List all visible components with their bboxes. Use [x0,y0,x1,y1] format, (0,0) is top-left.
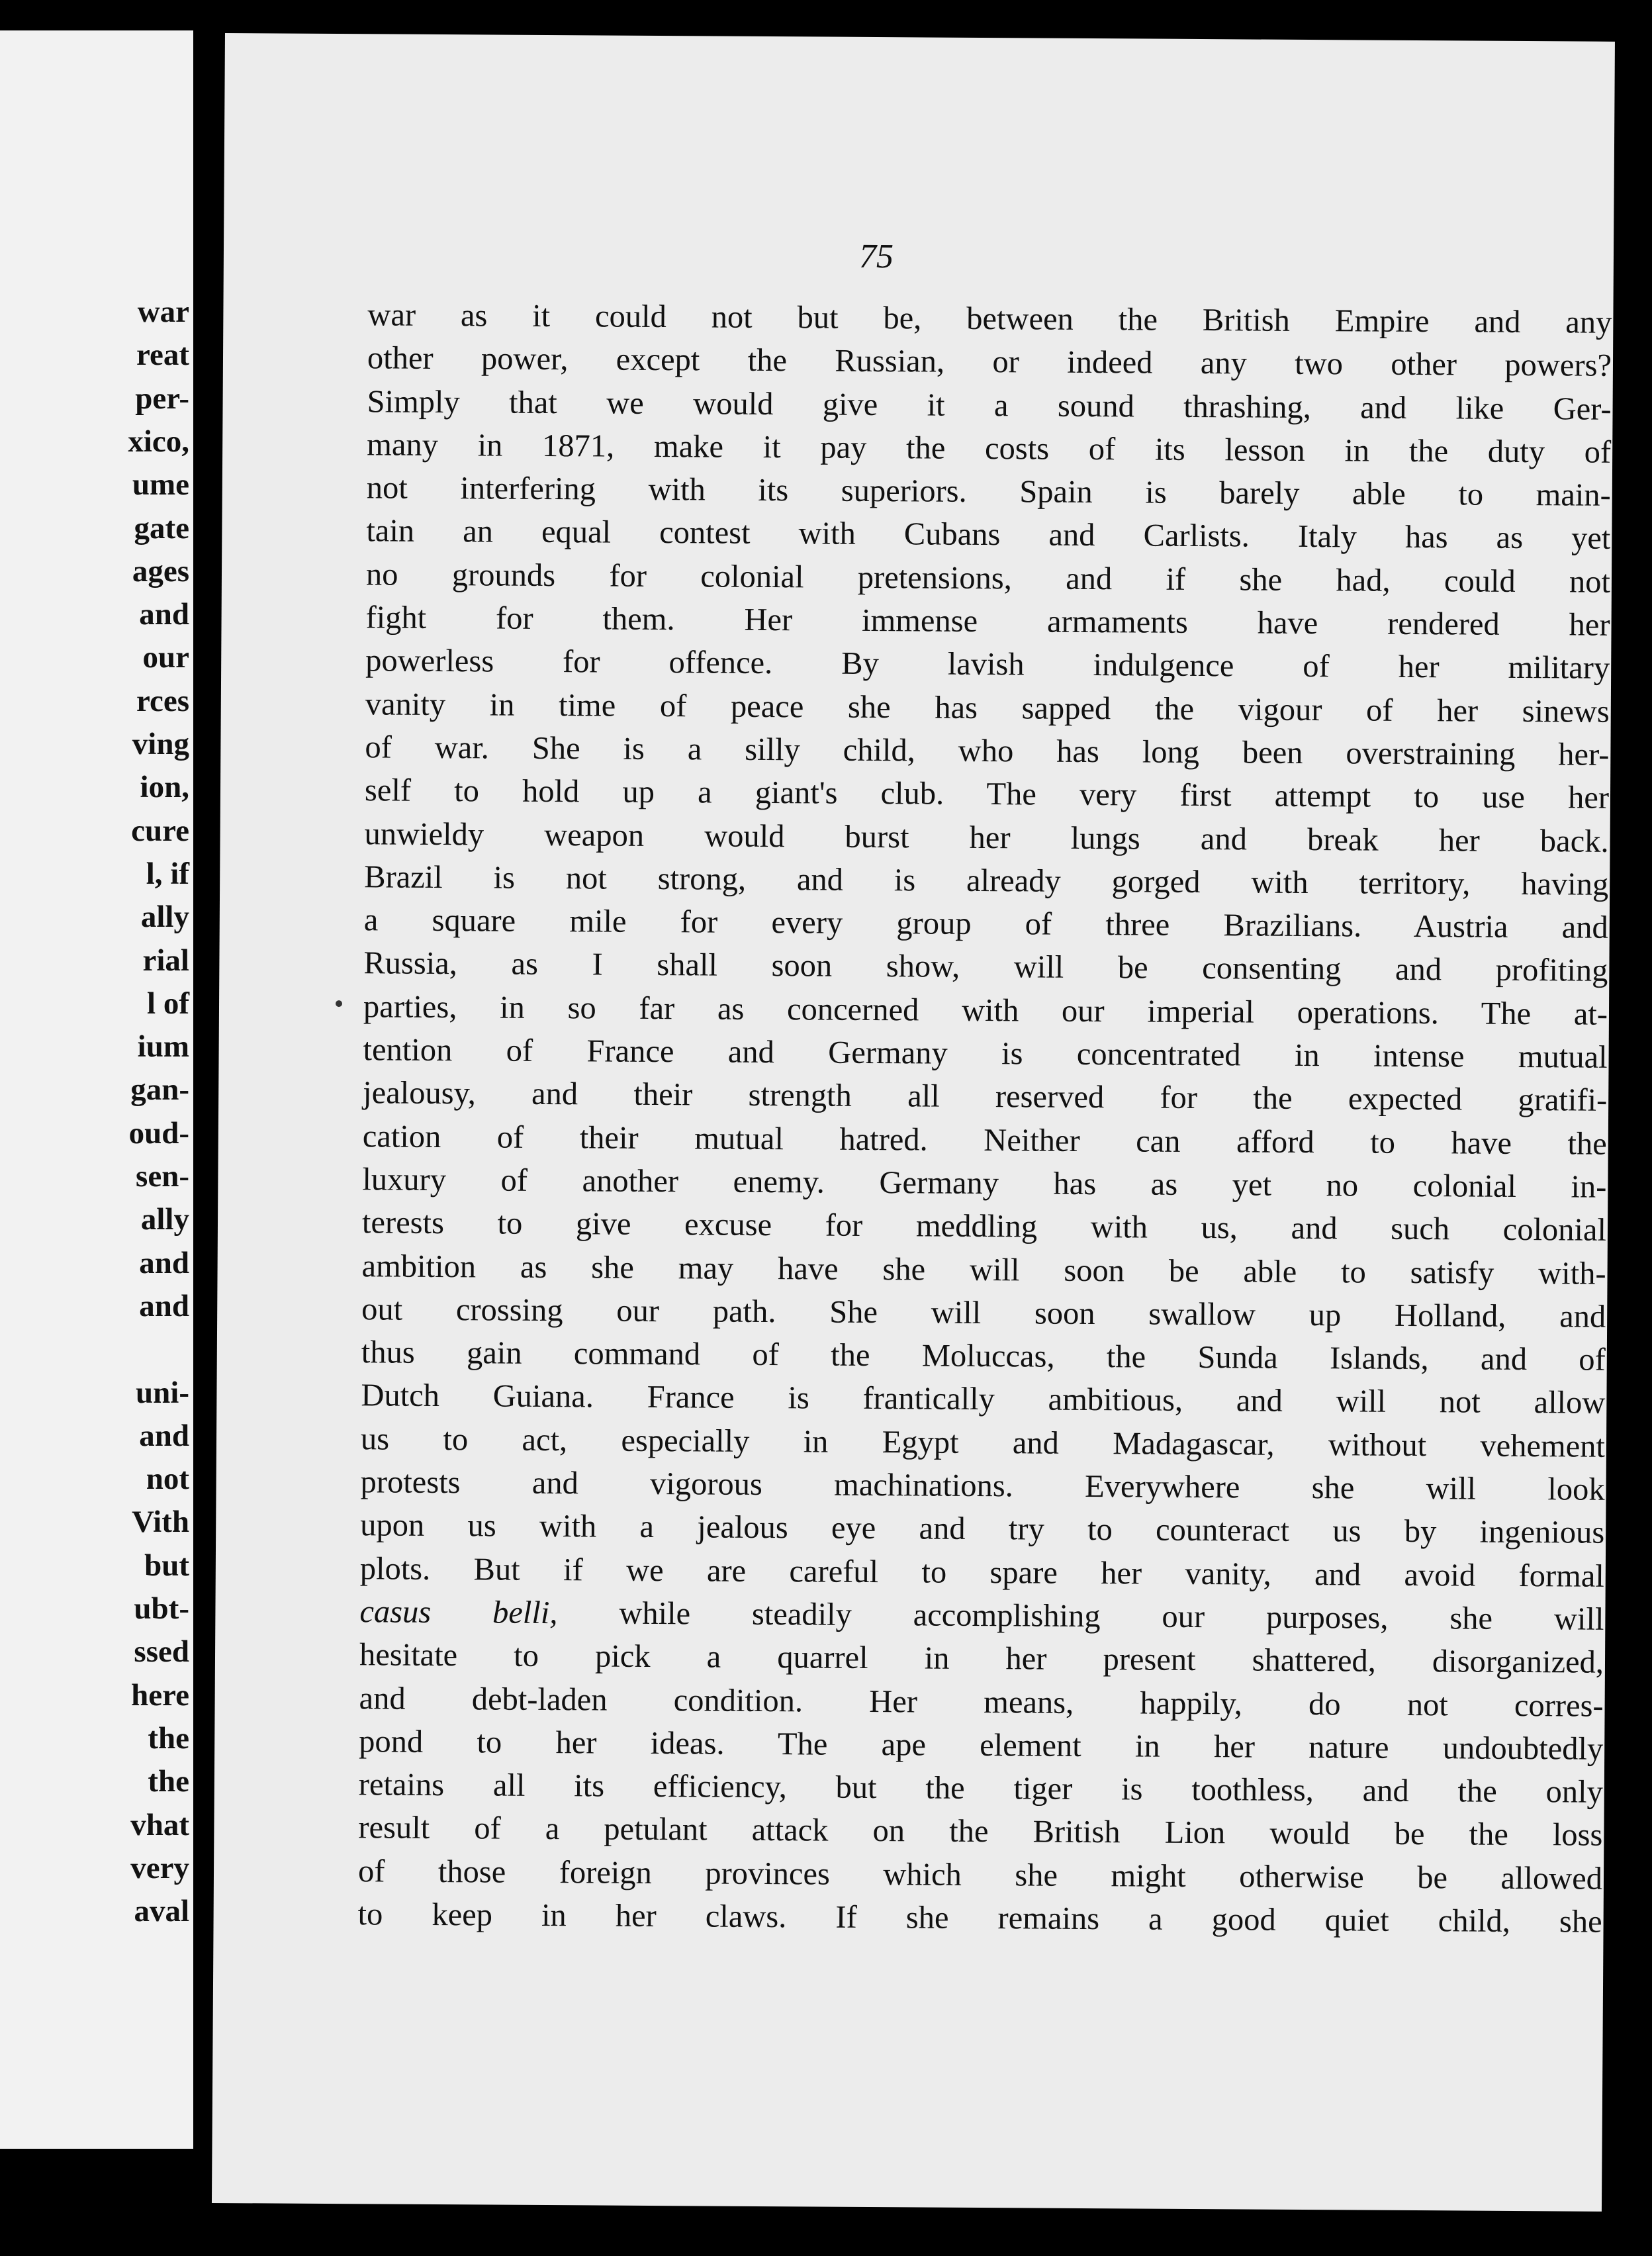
left-page-line: here [131,1677,189,1713]
right-page [212,33,1615,2212]
body-text [357,293,1612,1944]
text-line: result of a petulant attack on the British Lion would be the loss [358,1810,1603,1854]
italic-phrase: casus belli, [359,1594,558,1631]
left-page-line: ages [132,553,189,588]
left-page-line: but [144,1548,189,1583]
left-page-line: sen- [136,1159,189,1194]
page-number: 75 [858,237,894,276]
text-line: self to hold up a giant's club. The very first attempt to use her [364,773,1610,816]
text-line: cation of their mutual hatred. Neither can afford to have the [362,1118,1607,1162]
text-line [359,1590,1604,1641]
left-page-line: ion, [140,770,189,805]
left-page-line: very [130,1850,189,1885]
text-line: of those foreign provinces which she might otherwise be allowed [357,1853,1603,1897]
text-line: powerless for offence. By lavish indulgence of her military [365,643,1610,686]
text-line: pond to her ideas. The ape element in her nature undoubtedly [359,1724,1604,1767]
left-page-line: l, if [146,856,189,891]
left-page-line: ium [137,1029,189,1064]
left-page-line: ume [132,467,189,502]
left-page-line: ally [140,1202,189,1237]
left-page-line: and [139,1245,189,1280]
text-line: unwieldy weapon would burst her lungs and break her back. [364,816,1609,859]
left-page-line: aval [134,1894,189,1929]
left-page-line: cure [131,813,189,848]
text-line: vanity in time of peace she has sapped the vigour of her sinews [365,686,1610,729]
text-line: many in 1871, make it pay the costs of its lesson in the duty of [367,427,1612,470]
text-line: a square mile for every group of three Brazilians. Austria and [363,902,1608,945]
text-line: to keep in her claws. If she remains a good quiet child, she [357,1897,1602,1940]
text-line: of war. She is a silly child, who has long been overstraining her- [365,729,1610,773]
left-page-line: not [146,1462,189,1497]
left-page-line: oud- [128,1115,189,1151]
left-page-line: ssed [134,1634,189,1669]
text-line: Simply that we would give it a sound thrashing, and like Ger- [367,383,1612,427]
italic-line-rest: while steadily accomplishing our purposes, she will [557,1595,1604,1637]
left-page-line: ally [140,900,189,935]
text-line: war as it could not but be, between the British Empire and any [367,297,1612,340]
margin-mark [336,1000,342,1007]
text-line: luxury of another enemy. Germany has as yet no colonial in- [362,1162,1607,1205]
text-line: protests and vigorous machinations. Everywhere she will look [360,1464,1605,1507]
left-page-line: l of [147,986,189,1021]
text-line: fight for them. Her immense armaments have rendered her [365,600,1610,643]
text-line: plots. But if we are careful to spare her vanity, and avoid formal [359,1550,1604,1594]
text-line: hesitate to pick a quarrel in her present shattered, disorganized, [359,1637,1604,1680]
text-line: Brazil is not strong, and is already gorged with territory, having [364,859,1609,902]
left-page-line: reat [136,338,189,373]
text-line: Russia, as I shall soon show, will be consenting and profiting [363,945,1608,989]
left-page-line: and [139,597,189,632]
text-line: terests to give excuse for meddling with us, and such colonial [361,1205,1607,1248]
left-page-fragment [0,30,193,2149]
left-page-line: ubt- [134,1591,189,1626]
left-page-line: war [137,295,189,329]
text-line: ambition as she may have she will soon be able to satisfy with- [361,1248,1606,1292]
left-page-line: the [148,1720,189,1756]
left-page-line: xico, [128,424,189,459]
left-page-line: our [142,640,189,675]
left-page-line: uni- [136,1375,189,1410]
text-line: jealousy, and their strength all reserved for the expected gratifi- [363,1075,1608,1119]
text-line: not interfering with its superiors. Spain is barely able to main- [366,470,1611,513]
text-line: parties, in so far as concerned with our imperial operations. The at- [363,989,1608,1032]
text-line: Dutch Guiana. France is frantically ambitious, and will not allow [361,1378,1606,1421]
left-page-line: and [139,1288,189,1323]
text-line: and debt-laden condition. Her means, happily, do not corres- [359,1680,1604,1724]
left-page-line: ving [132,727,189,761]
left-page-line: vhat [130,1807,189,1842]
text-line: retains all its efficiency, but the tiger is toothless, and the only [358,1767,1603,1810]
text-line: no grounds for colonial pretensions, and if she had, could not [365,557,1611,600]
text-line: upon us with a jealous eye and try to counteract us by ingenious [360,1507,1605,1551]
left-page-line: per- [135,381,189,416]
left-page-line: rial [142,943,189,978]
text-line: us to act, especially in Egypt and Madagascar, without vehement [360,1421,1606,1464]
text-line: tain an equal contest with Cubans and Carlists. Italy has as yet [366,513,1611,557]
text-line: out crossing our path. She will soon swallow up Holland, and [361,1292,1606,1335]
text-line: thus gain command of the Moluccas, the Sunda Islands, and of [361,1335,1606,1378]
left-page-line: Vith [131,1505,189,1540]
left-page-line: rces [136,683,189,718]
left-page-line: the [148,1764,189,1799]
left-page-line: gate [134,510,189,545]
left-page-line: and [139,1418,189,1453]
text-line: other power, except the Russian, or indeed any two other powers? [367,340,1612,384]
text-line: tention of France and Germany is concentrated in intense mutual [363,1032,1608,1075]
left-page-line: gan- [130,1072,189,1107]
